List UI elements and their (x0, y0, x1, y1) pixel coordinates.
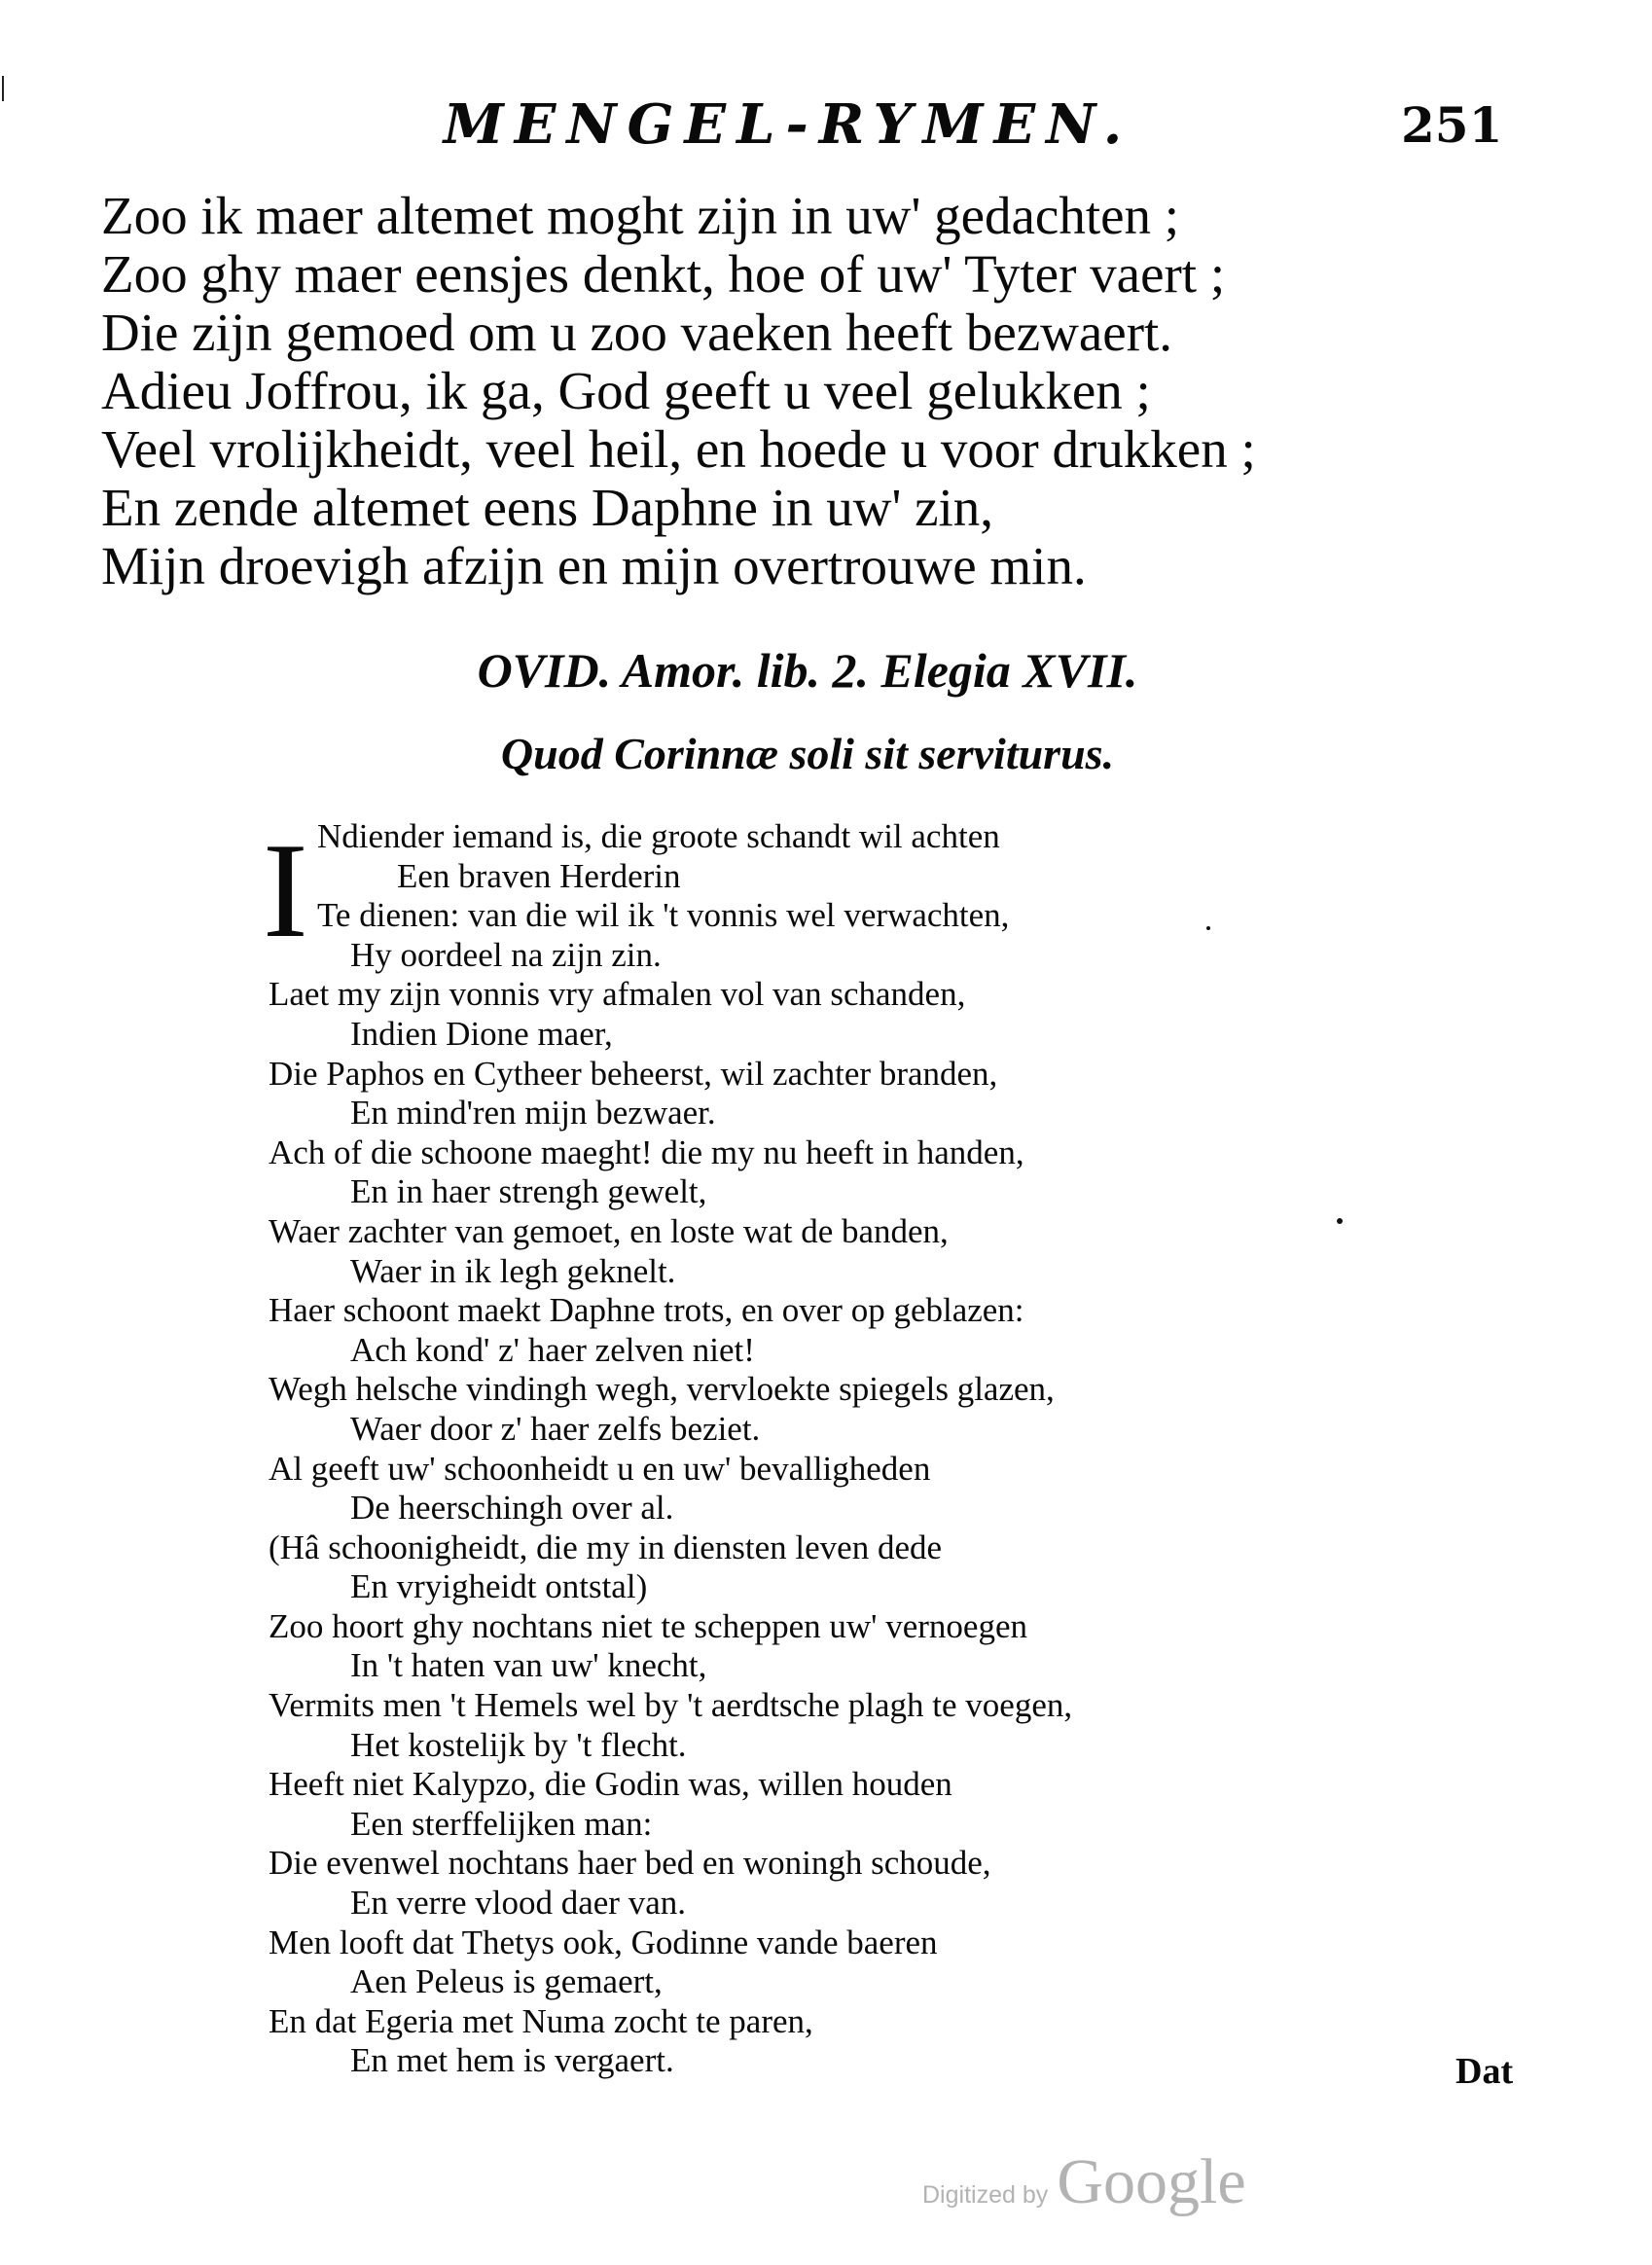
verse-line: Waer door z' haer zelfs beziet. (350, 1409, 761, 1448)
ink-speck (1206, 926, 1210, 930)
verse-line: Ach of die schoone maeght! die my nu heeft in handen, (269, 1132, 1024, 1171)
verse-line: Haer schoont maekt Daphne trots, en over op geblazen: (269, 1291, 1024, 1330)
verse-line: En met hem is vergaert. (350, 2041, 674, 2080)
verse-line: In 't haten van uw' knecht, (350, 1646, 707, 1685)
verse-line: Die Paphos en Cytheer beheerst, wil zachter branden, (269, 1054, 998, 1093)
poem-title: OVID. Amor. lib. 2. Elegia XVII. (477, 643, 1138, 698)
verse-line: En dat Egeria met Numa zocht te paren, (269, 2001, 813, 2040)
verse-line: Laet my zijn vonnis vry afmalen vol van schanden, (269, 975, 966, 1014)
verse-line: Heeft niet Kalypzo, die Godin was, willen houden (269, 1765, 952, 1804)
stanza-line: Zoo ik maer altemet moght zijn in uw' gedachten ; (101, 186, 1180, 245)
verse-line: Een braven Herderin (397, 856, 681, 895)
watermark-prefix: Digitized by (922, 2181, 1049, 2209)
drop-cap: I (263, 815, 308, 966)
verse-line: De heerschingh over al. (350, 1489, 674, 1528)
verse-line: Een sterffelijken man: (350, 1804, 653, 1843)
verse-line: Aen Peleus is gemaert, (350, 1962, 663, 2001)
verse-line: Men looft dat Thetys ook, Godinne vande baeren (269, 1923, 938, 1961)
ink-speck (1337, 1218, 1343, 1224)
stanza-line: Adieu Joffrou, ik ga, God geeft u veel gelukken ; (101, 361, 1151, 420)
verse-line: Het kostelijk by 't flecht. (350, 1725, 687, 1764)
catchword: Dat (1455, 2051, 1514, 2092)
verse-line: Ndiender iemand is, die groote schandt wil achten (317, 817, 1000, 855)
verse-line: (Hâ schoonigheidt, die my in diensten leven dede (269, 1528, 943, 1566)
stanza-line: En zende altemet eens Daphne in uw' zin, (101, 478, 994, 537)
verse-line: Waer in ik legh geknelt. (350, 1251, 676, 1290)
verse-line: Die evenwel nochtans haer bed en woningh schoude, (269, 1844, 991, 1883)
verse-line: Al geeft uw' schoonheidt u en uw' bevalligheden (269, 1449, 931, 1488)
poem-body (269, 817, 1300, 2081)
margin-mark (2, 76, 4, 101)
verse-line: En mind'ren mijn bezwaer. (350, 1094, 716, 1132)
verse-line: Hy oordeel na zijn zin. (350, 935, 662, 974)
verse-line: Ach kond' z' haer zelven niet! (350, 1330, 755, 1369)
google-logo: Google (1057, 2146, 1246, 2217)
running-head: MENGEL-RYMEN. (443, 92, 1133, 157)
verse-line: Te dienen: van die wil ik 't vonnis wel verwachten, (317, 896, 1010, 935)
verse-line: En verre vlood daer van. (350, 1884, 686, 1923)
digitized-by-watermark (922, 2146, 1246, 2217)
poem-subtitle: Quod Corinnæ soli sit serviturus. (500, 729, 1115, 778)
stanza-line: Zoo ghy maer eensjes denkt, hoe of uw' Tyter vaert ; (101, 244, 1226, 304)
verse-line: Waer zachter van gemoet, en loste wat de banden, (269, 1211, 949, 1250)
verse-line: En in haer strengh gewelt, (350, 1172, 707, 1211)
verse-line: Wegh helsche vindingh wegh, vervloekte spiegels glazen, (269, 1370, 1055, 1409)
verse-line: En vryigheidt ontstal) (350, 1567, 648, 1606)
verse-line: Vermits men 't Hemels wel by 't aerdtsche plagh te voegen, (269, 1686, 1073, 1725)
verse-line: Zoo hoort ghy nochtans niet te scheppen uw' vernoegen (269, 1606, 1027, 1645)
page-number: 251 (1401, 96, 1503, 154)
stanza-line: Mijn droevigh afzijn en mijn overtrouwe min. (101, 536, 1087, 595)
stanza-line: Veel vrolijkheidt, veel heil, en hoede u voor drukken ; (101, 419, 1256, 479)
verse-line: Indien Dione maer, (350, 1014, 613, 1053)
stanza-line: Die zijn gemoed om u zoo vaeken heeft bezwaert. (101, 303, 1173, 362)
closing-stanza (101, 187, 1327, 595)
